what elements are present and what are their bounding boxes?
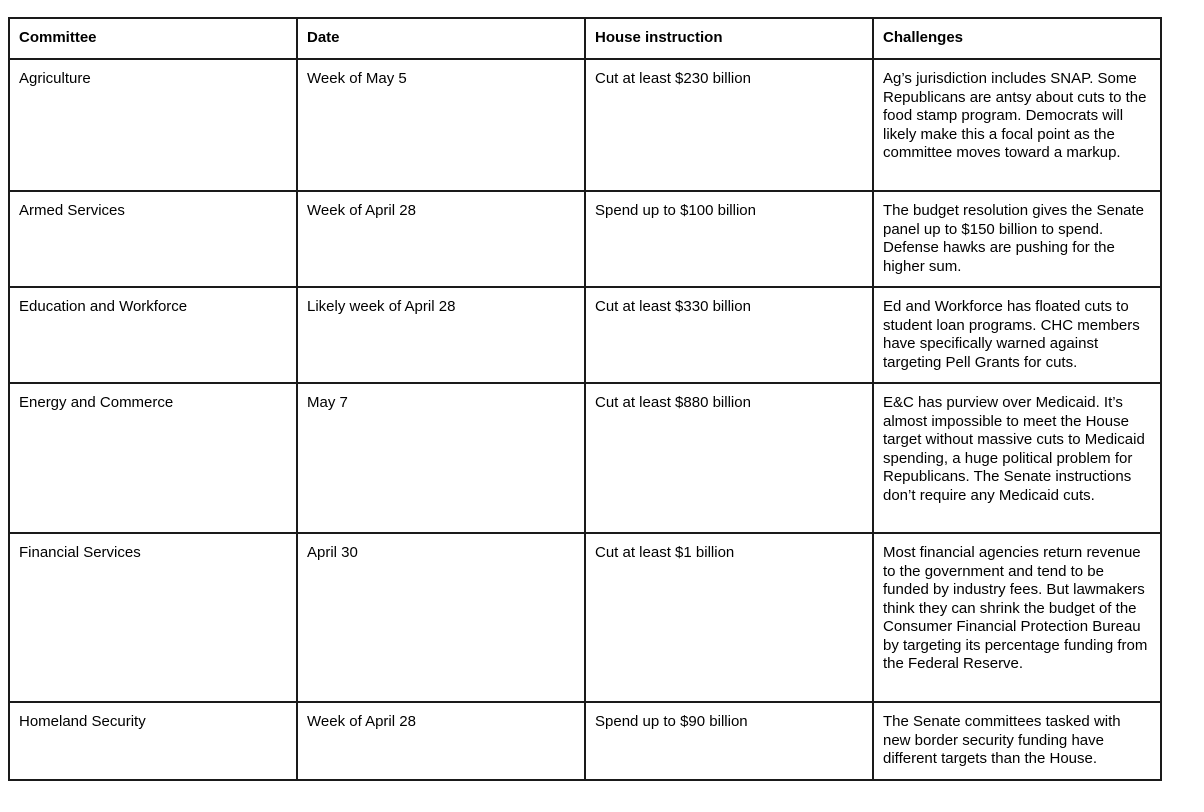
cell-house-instruction: Cut at least $880 billion bbox=[585, 383, 873, 533]
header-house-instruction: House instruction bbox=[585, 18, 873, 59]
cell-challenges: The budget resolution gives the Senate panel up to $150 billion to spend. Defense hawks are pushing for the higher sum. bbox=[873, 191, 1161, 287]
cell-house-instruction: Cut at least $330 billion bbox=[585, 287, 873, 383]
cell-house-instruction: Cut at least $1 billion bbox=[585, 533, 873, 702]
cell-challenges: E&C has purview over Medicaid. It’s almost impossible to meet the House target without massive cuts to Medicaid spending, a huge political problem for Republicans. The Senate instructions don’t require any Medicaid cuts. bbox=[873, 383, 1161, 533]
cell-committee: Agriculture bbox=[9, 59, 297, 191]
cell-date: Week of April 28 bbox=[297, 191, 585, 287]
cell-committee: Financial Services bbox=[9, 533, 297, 702]
cell-house-instruction: Spend up to $100 billion bbox=[585, 191, 873, 287]
header-committee: Committee bbox=[9, 18, 297, 59]
table-row bbox=[9, 383, 1161, 533]
header-date: Date bbox=[297, 18, 585, 59]
cell-challenges: Ag’s jurisdiction includes SNAP. Some Republicans are antsy about cuts to the food stamp program. Democrats will likely make this a focal point as the committee moves toward a markup. bbox=[873, 59, 1161, 191]
table-row bbox=[9, 702, 1161, 780]
cell-committee: Armed Services bbox=[9, 191, 297, 287]
cell-committee: Homeland Security bbox=[9, 702, 297, 780]
cell-challenges: The Senate committees tasked with new border security funding have different targets than the House. bbox=[873, 702, 1161, 780]
table-row bbox=[9, 533, 1161, 702]
cell-date: Week of April 28 bbox=[297, 702, 585, 780]
cell-challenges: Most financial agencies return revenue to the government and tend to be funded by industry fees. But lawmakers think they can shrink the budget of the Consumer Financial Protection Bureau by targeting its percentage funding from the Federal Reserve. bbox=[873, 533, 1161, 702]
cell-date: April 30 bbox=[297, 533, 585, 702]
committee-table bbox=[8, 17, 1162, 781]
cell-date: Week of May 5 bbox=[297, 59, 585, 191]
header-challenges: Challenges bbox=[873, 18, 1161, 59]
table-header-row bbox=[9, 18, 1161, 59]
table-row bbox=[9, 59, 1161, 191]
table-row bbox=[9, 287, 1161, 383]
cell-committee: Education and Workforce bbox=[9, 287, 297, 383]
cell-house-instruction: Cut at least $230 billion bbox=[585, 59, 873, 191]
cell-house-instruction: Spend up to $90 billion bbox=[585, 702, 873, 780]
cell-committee: Energy and Commerce bbox=[9, 383, 297, 533]
cell-date: May 7 bbox=[297, 383, 585, 533]
cell-challenges: Ed and Workforce has floated cuts to student loan programs. CHC members have specifically warned against targeting Pell Grants for cuts. bbox=[873, 287, 1161, 383]
cell-date: Likely week of April 28 bbox=[297, 287, 585, 383]
table-row bbox=[9, 191, 1161, 287]
committee-table-container bbox=[8, 17, 1160, 781]
